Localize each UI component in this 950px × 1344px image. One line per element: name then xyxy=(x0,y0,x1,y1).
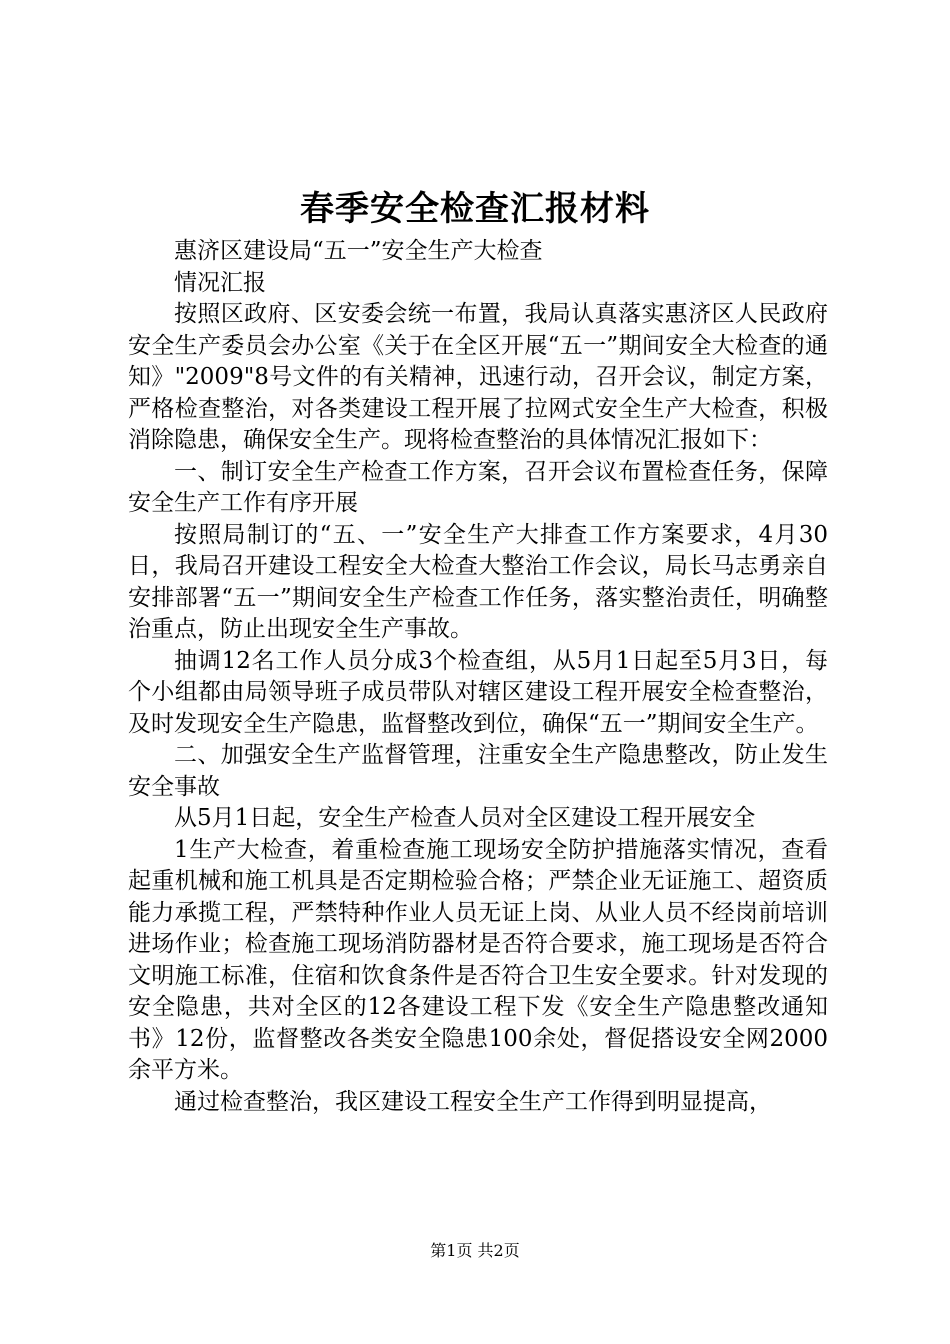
section-heading-2: 二、加强安全生产监督管理，注重安全生产隐患整改，防止发生安全事故 xyxy=(128,742,828,800)
paragraph-inspection-start: 从5月1日起，安全生产检查人员对全区建设工程开展安全 xyxy=(174,805,756,831)
page-number-footer: 第1页 共2页 xyxy=(430,1241,520,1260)
paragraph-inspection-groups: 抽调12名工作人员分成3个检查组，从5月1日起至5月3日，每个小组都由局领导班子成员带队对辖区建设工程开展安全检查整治，及时发现安全生产隐患，监督整改到位，确保“五一”期间安全生产。 xyxy=(128,647,828,737)
paragraph-intro: 按照区政府、区安委会统一布置，我局认真落实惠济区人民政府安全生产委员会办公室《关于在全区开展“五一”期间安全大检查的通知》"2009"8号文件的有关精神，迅速行动，召开会议，制定方案，严格检查整治，对各类建设工程开展了拉网式安全生产大检查，积极消除隐患，确保安全生产。现将检查整治的具体情况汇报如下： xyxy=(128,301,828,453)
paragraph-meeting: 按照局制订的“五、一”安全生产大排查工作方案要求，4月30日，我局召开建设工程安全大检查大整治工作会议，局长马志勇亲自安排部署“五一”期间安全生产检查工作任务，落实整治责任，明确整治重点，防止出现安全生产事故。 xyxy=(128,521,828,642)
paragraph-inspection-details: 1生产大检查，着重检查施工现场安全防护措施落实情况，查看起重机械和施工机具是否定期检验合格；严禁企业无证施工、超资质能力承揽工程，严禁特种作业人员无证上岗、从业人员不经岗前培训进场作业；检查施工现场消防器材是否符合要求，施工现场是否符合文明施工标准，住宿和饮食条件是否符合卫生安全要求。针对发现的安全隐患，共对全区的12各建设工程下发《安全生产隐患整改通知书》12份，监督整改各类安全隐患100余处，督促搭设安全网2000余平方米。 xyxy=(128,836,828,1083)
paragraph-results: 通过检查整治，我区建设工程安全生产工作得到明显提高， xyxy=(174,1088,772,1115)
paragraph-subtitle-line-2: 情况汇报 xyxy=(174,269,266,296)
document-title: 春季安全检查汇报材料 xyxy=(300,189,650,229)
paragraph-subtitle-line-1: 惠济区建设局“五一”安全生产大检查 xyxy=(174,238,543,264)
document-body xyxy=(128,236,828,1118)
section-heading-1: 一、制订安全生产检查工作方案，召开会议布置检查任务，保障安全生产工作有序开展 xyxy=(128,458,828,516)
